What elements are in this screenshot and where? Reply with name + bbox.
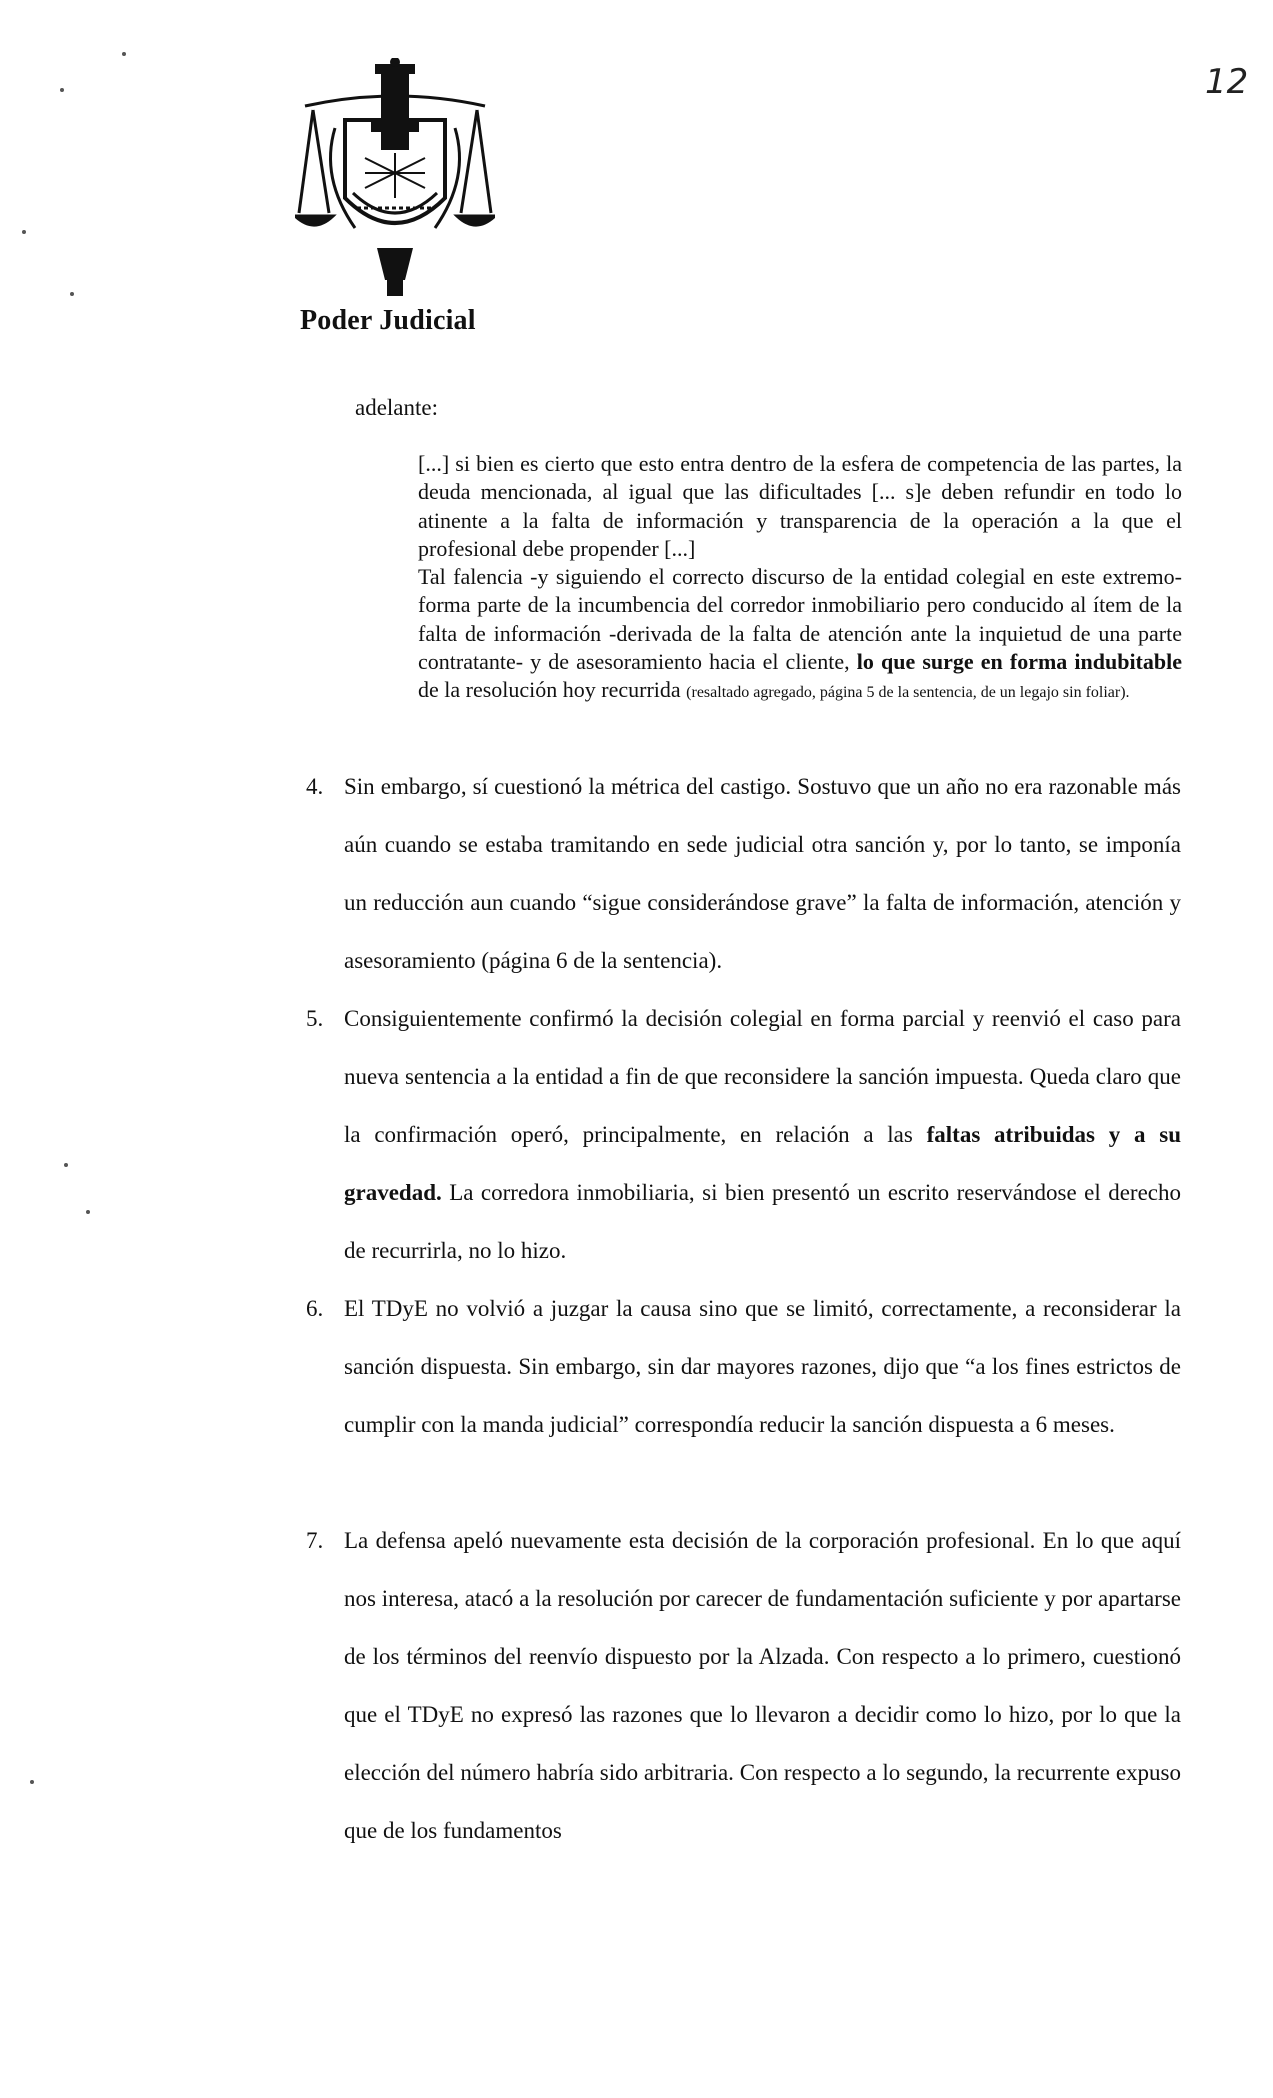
scan-speck (86, 1210, 90, 1214)
scan-speck (60, 88, 64, 92)
item-text (344, 990, 1181, 1280)
scan-speck (64, 1163, 68, 1167)
item-number: 4. (306, 774, 324, 799)
scan-speck (70, 292, 74, 296)
item-paragraph: Sin embargo, sí cuestionó la métrica del castigo. Sostuvo que un año no era razonable más aún cuando se estaba tramitando en sede judicial otra sanción y, por lo tanto, se imponía un reducción aun cuando “sigue considerándose grave” la falta de información, atención y asesoramiento (página 6 de la sentencia). (344, 774, 1181, 973)
institution-name: Poder Judicial (300, 305, 476, 336)
item-number: 5. (306, 1006, 324, 1031)
quote-text: de la resolución hoy recurrida (418, 677, 687, 703)
handwritten-page-number: 12 (1205, 62, 1249, 102)
quote-text: Tal falencia -y siguiendo el correcto discurso de la entidad colegial en este extremo- forma parte de la incumbencia del corredor inmobiliario pero conducido al ítem de la falta de información -derivada de la falta de atención ante la inquietud de una parte contratante- y de asesoramiento hacia el cliente, (418, 564, 1182, 675)
item-emphasis: faltas atribuidas y a su gravedad. (344, 1122, 1182, 1205)
quote-paragraph-1: [...] si bien es cierto que esto entra dentro de la esfera de competencia de las partes, la deuda mencionada, al igual que las dificultades [... s]e deben refundir en todo lo atinente a la falta de información y transparencia de la operación a la que el profesional debe propender [...] (418, 451, 1182, 561)
quote-paragraph-2 (418, 563, 1182, 707)
item-number: 6. (306, 1296, 324, 1321)
item-text (344, 1280, 1181, 1454)
item-text (344, 1512, 1181, 1860)
item-number: 7. (306, 1528, 324, 1553)
scan-speck (122, 52, 126, 56)
intro-text: adelante: (355, 395, 439, 420)
item-text (344, 758, 1181, 990)
item-text-run: Consiguientemente confirmó la decisión colegial en forma parcial y reenvió el caso para nueva sentencia a la entidad a fin de que reconsidere la sanción impuesta. Queda claro que la confirmación operó, principalmente, en relación a las (344, 1006, 1181, 1147)
scan-speck (30, 1780, 34, 1784)
item-paragraph (344, 990, 1181, 1280)
judicial-emblem-icon (295, 58, 495, 308)
block-quote (418, 450, 1182, 708)
quote-emphasis: lo que surge en forma indubitable (856, 649, 1182, 675)
scan-speck (22, 230, 26, 234)
quote-citation: (resaltado agregado, página 5 de la sentencia, de un legajo sin foliar). (686, 684, 1130, 702)
item-text-run: La corredora inmobiliaria, si bien presentó un escrito reservándose el derecho de recurrirla, no lo hizo. (344, 1180, 1181, 1263)
item-paragraph: El TDyE no volvió a juzgar la causa sino que se limitó, correctamente, a reconsiderar la sanción dispuesta. Sin embargo, sin dar mayores razones, dijo que “a los fines estrictos de cumplir con la manda judicial” correspondía reducir la sanción dispuesta a 6 meses. (344, 1296, 1181, 1437)
item-paragraph: La defensa apeló nuevamente esta decisión de la corporación profesional. En lo que aquí nos interesa, atacó a la resolución por carecer de fundamentación suficiente y por apartarse de los términos del reenvío dispuesto por la Alzada. Con respecto a lo primero, cuestionó que el TDyE no expresó las razones que lo llevaron a decidir como lo hizo, por lo que la elección del número habría sido arbitraria. Con respecto a lo segundo, la recurrente expuso que de los fundamentos (344, 1528, 1181, 1843)
